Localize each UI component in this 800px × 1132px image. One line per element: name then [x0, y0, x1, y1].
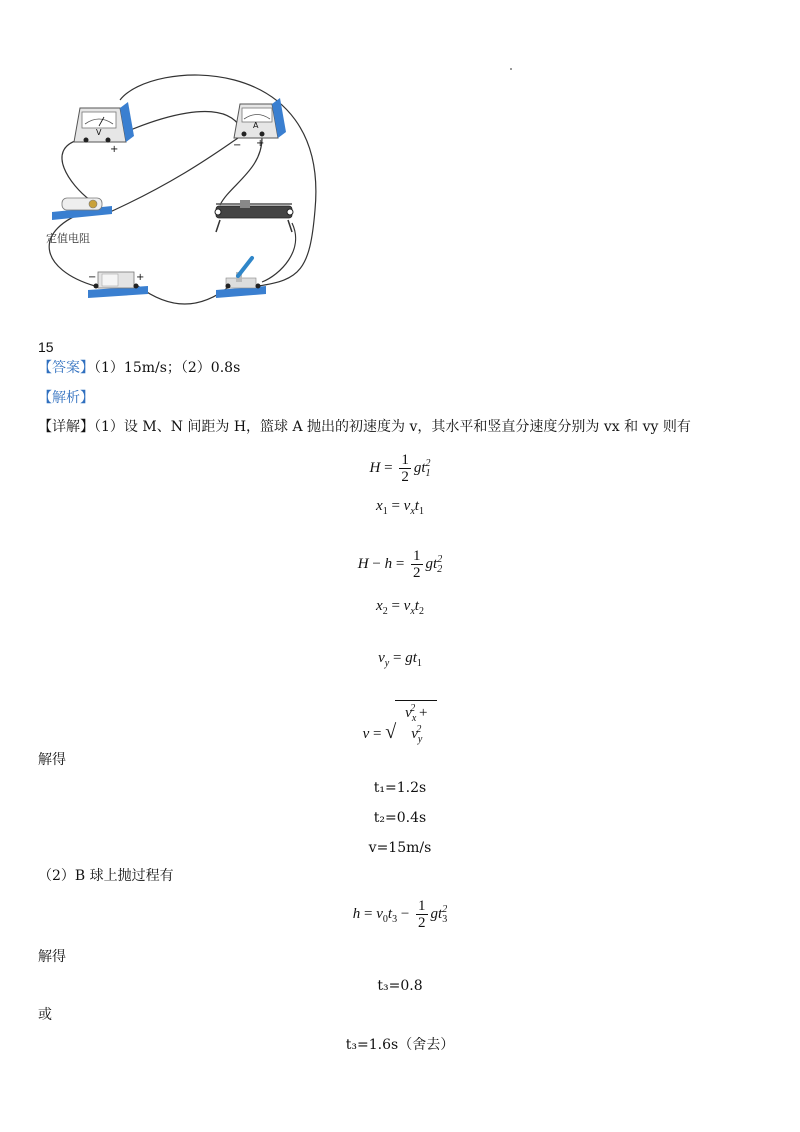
wire [110, 138, 238, 212]
answer-tag: 【答案】 [38, 360, 94, 376]
fixed-resistor [46, 198, 112, 245]
question-number: 15 [38, 339, 54, 355]
equation-5: $v_y = gt_1$ [378, 650, 422, 669]
part2-text: （2）B 球上抛过程有 [38, 868, 174, 884]
equation-4: $x_2 = v_xt_2$ [376, 598, 424, 617]
stray-dot [510, 68, 512, 70]
answer-line [38, 359, 240, 377]
result-t3-rejected: t₃=1.6s（舍去） [345, 1037, 455, 1053]
ammeter [233, 98, 286, 151]
battery-plus: + [136, 272, 145, 283]
result-t1: t₁=1.2s [373, 780, 427, 796]
ammeter-letter: A [253, 121, 259, 130]
fixed-resistor-label: 定值电阻 [46, 232, 90, 245]
circuit-diagram [30, 60, 330, 320]
rheostat [215, 200, 293, 232]
result-v: v=15m/s [368, 840, 432, 856]
wire [262, 223, 296, 282]
wire [120, 75, 316, 286]
ammeter-plus: + [256, 138, 265, 149]
solve-label-2: 解得 [38, 949, 66, 965]
equation-6: $v = √v_x^2 + v_y^2$ [0, 700, 800, 745]
or-label: 或 [38, 1007, 52, 1023]
result-t2: t₂=0.4s [373, 810, 427, 826]
detail-line [38, 418, 691, 436]
ammeter-minus: − [233, 140, 242, 151]
detail-tag: 【详解】 [38, 419, 94, 435]
equation-3: H − h = $\frac{1}{2}$ $gt_2^2$ [357, 548, 443, 581]
answer-text: （1）15m/s；（2）0.8s [94, 360, 241, 376]
switch [216, 258, 266, 298]
battery-minus: − [88, 272, 97, 283]
voltmeter-plus: + [110, 144, 119, 155]
equation-1: H = $\frac{1}{2}$ $gt_1^2$ [369, 452, 431, 485]
detail-text: （1）设 M、N 间距为 H，篮球 A 抛出的初速度为 v，其水平和竖直分速度分别为 vx 和 vy 则有 [94, 419, 691, 435]
voltmeter [74, 102, 134, 155]
equation-2: $x_1 = v_xt_1$ [376, 498, 424, 517]
wire [62, 140, 90, 200]
battery [88, 272, 148, 298]
analysis-tag: 【解析】 [38, 390, 94, 406]
equation-7: $h = v_0t_3$ − $\frac{1}{2}$ $gt_3^2$ [352, 898, 448, 931]
voltmeter-letter: V [96, 128, 102, 137]
result-t3: t₃=0.8 [377, 978, 423, 994]
solve-label-1: 解得 [38, 752, 66, 768]
